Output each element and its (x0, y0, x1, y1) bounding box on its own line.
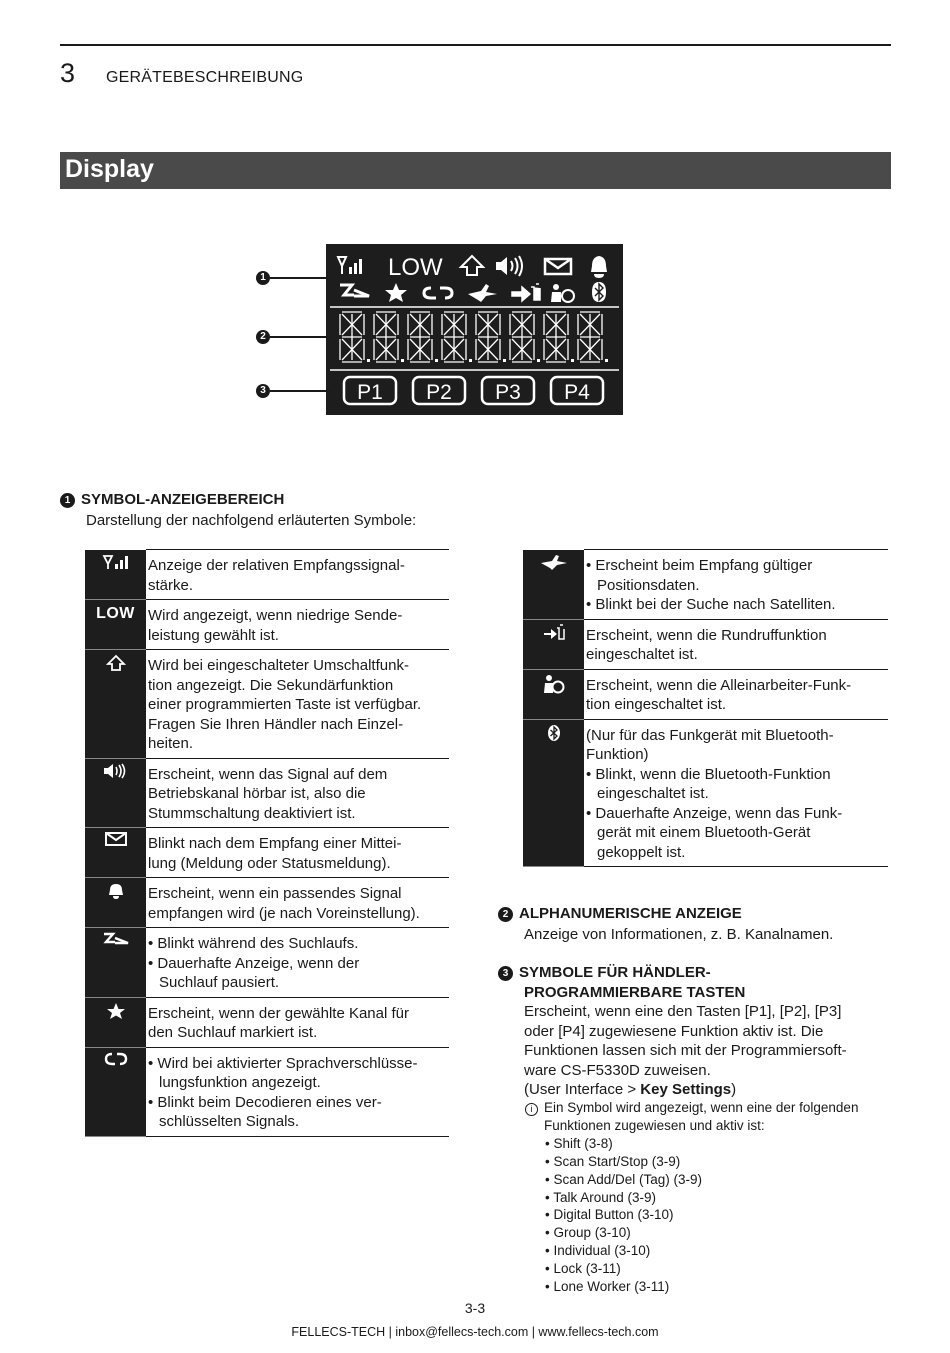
lcd-digit (442, 312, 472, 362)
right-table-row (523, 719, 888, 867)
bluetooth-icon (523, 719, 584, 867)
description-bullet-line: gerät mit einem Bluetooth-Gerät (597, 824, 811, 841)
lcd-svg (326, 244, 623, 415)
item1-heading (60, 491, 284, 508)
lcd-digit (374, 312, 404, 362)
right-table-description (584, 669, 888, 719)
left-table-row (85, 650, 449, 759)
lcd-decimal-dot (571, 359, 574, 362)
speaker-icon (85, 758, 146, 828)
callout-2: 2 (256, 330, 270, 344)
lcd-decimal-dot (367, 359, 370, 362)
lcd-signal-icon (338, 257, 346, 274)
left-table-row (85, 1047, 449, 1136)
item2-title: ALPHANUMERISCHE ANZEIGE (519, 905, 742, 922)
item3-heading (498, 963, 745, 1003)
item3-text-line: ware CS-F5330D zuweisen. (524, 1061, 711, 1079)
item1-subtitle: Darstellung der nachfolgend erläuterten Symbole: (86, 512, 417, 529)
note-list-item: • Digital Button (3-10) (545, 1207, 674, 1223)
description-bullet-line: • Erscheint beim Empfang gültiger (586, 557, 813, 574)
scan-icon (85, 928, 146, 998)
lcd-decimal-dot (537, 359, 540, 362)
description-bullet-line: Positionsdaten. (597, 576, 700, 594)
low-power-icon (85, 600, 146, 650)
lcd-shift-icon (461, 256, 483, 275)
left-table-row (85, 997, 449, 1047)
lcd-digit (408, 312, 438, 362)
item3-path-prefix: (User Interface > (524, 1081, 641, 1098)
description-line: Wird angezeigt, wenn niedrige Sende- (148, 607, 403, 624)
note-list (525, 1135, 858, 1296)
right-table-description (584, 619, 888, 669)
star-icon (85, 997, 146, 1047)
shift-icon (85, 650, 146, 759)
left-table-description (146, 928, 449, 998)
description-line: Blinkt nach dem Empfang einer Mittei- (148, 835, 402, 852)
item2-marker: 2 (498, 907, 513, 922)
right-table-description (584, 550, 888, 620)
chapter-number: 3 (60, 58, 76, 88)
description-line: (Nur für das Funkgerät mit Bluetooth- (586, 726, 834, 744)
lcd-digit (476, 312, 506, 362)
description-bullet-line: • Blinkt beim Decodieren eines ver- (148, 1093, 382, 1111)
item3-text-line: Erscheint, wenn eine den Tasten [P1], [P2], [P3] (524, 1003, 842, 1020)
item3-path-bold: Key Settings (640, 1081, 732, 1098)
item3-title-2: PROGRAMMIERBARE TASTEN (524, 984, 746, 1001)
left-table-row (85, 550, 449, 600)
description-line: Stummschaltung deaktiviert ist. (148, 804, 356, 822)
description-line: Erscheint, wenn die Alleinarbeiter-Funk- (586, 676, 852, 694)
lcd-scan-icon (340, 285, 369, 296)
description-line: Betriebskanal hörbar ist, also die (148, 785, 366, 802)
description-line: Erscheint, wenn der gewählte Kanal für (148, 1004, 409, 1022)
lcd-decimal-dot (605, 359, 608, 362)
item3-path-suffix: ) (731, 1081, 737, 1098)
description-line: eingeschaltet ist. (586, 646, 698, 663)
broadcast-icon (523, 619, 584, 669)
bell-icon (85, 878, 146, 928)
description-line: Anzeige der relativen Empfangssignal- (148, 557, 405, 574)
item3-text-line: Funktionen lassen sich mit der Programmiersoft- (524, 1042, 847, 1059)
envelope-icon (85, 828, 146, 878)
item3-note (525, 1099, 858, 1296)
description-bullet-line: schlüsselten Signals. (159, 1113, 300, 1130)
right-table-description (584, 719, 888, 867)
right-symbol-table (523, 549, 888, 867)
gps-satellite-icon (523, 550, 584, 620)
item2-heading (498, 905, 742, 922)
description-bullet-line: Suchlauf pausiert. (159, 974, 280, 991)
description-line: stärke. (148, 576, 194, 594)
section-title: Display (60, 152, 891, 189)
callout-line-3 (270, 390, 330, 392)
description-bullet-line: gekoppelt ist. (597, 843, 686, 861)
footer-contact: FELLECS-TECH | inbox@fellecs-tech.com | www.fellecs-tech.com (291, 1325, 659, 1339)
note-line: Funktionen zugewiesen und aktiv ist: (544, 1117, 765, 1133)
description-line: tion eingeschaltet ist. (586, 696, 727, 713)
right-table-row (523, 619, 888, 669)
note-list-item: • Talk Around (3-9) (545, 1189, 657, 1205)
lcd-alphanumeric-area (340, 312, 608, 362)
description-bullet-line: eingeschaltet ist. (597, 785, 709, 802)
note-list-item: • Scan Add/Del (Tag) (3-9) (545, 1171, 703, 1187)
lcd-low-text: LOW (388, 254, 443, 281)
description-line: Erscheint, wenn die Rundruffunktion (586, 626, 827, 644)
item3-title-1: SYMBOLE FÜR HÄNDLER- (519, 964, 711, 981)
note-list-item: • Group (3-10) (545, 1225, 631, 1241)
lcd-broadcast-icon (512, 284, 540, 301)
item3-marker: 3 (498, 966, 513, 981)
description-bullet-line: • Blinkt bei der Suche nach Satelliten. (586, 596, 836, 613)
left-table-description (146, 997, 449, 1047)
low-icon-text: LOW (96, 605, 135, 622)
callout-3: 3 (256, 384, 270, 398)
left-symbol-table (85, 549, 449, 1137)
item3-path (524, 1080, 847, 1100)
lcd-gps-icon (468, 284, 497, 302)
callout-line-1 (270, 277, 330, 279)
left-table-row (85, 758, 449, 828)
lcd-display-figure (326, 244, 623, 415)
note-line: Ein Symbol wird angezeigt, wenn eine der folgenden (544, 1100, 859, 1115)
left-table-row (85, 828, 449, 878)
note-first-line (525, 1099, 858, 1117)
left-table-description (146, 600, 449, 650)
chapter-title: GERÄTEBESCHREIBUNG (106, 69, 304, 86)
left-table-description (146, 1047, 449, 1136)
item3-text (524, 1002, 847, 1100)
description-line: Fragen Sie Ihren Händler nach Einzel- (148, 715, 404, 733)
description-line: empfangen wird (je nach Voreinstellung). (148, 904, 420, 922)
lcd-digit (578, 312, 608, 362)
scrambler-icon (85, 1047, 146, 1136)
item1-marker: 1 (60, 493, 75, 508)
note-list-item: • Shift (3-8) (545, 1135, 613, 1151)
lcd-p-key-label: P3 (495, 381, 521, 404)
lcd-digit (340, 312, 370, 362)
lcd-bell-icon (591, 256, 607, 278)
description-line: tion angezeigt. Die Sekundärfunktion (148, 676, 394, 694)
lcd-p-key-label: P2 (426, 381, 452, 404)
description-line: Wird bei eingeschalteter Umschaltfunk- (148, 657, 409, 674)
right-table-row (523, 669, 888, 719)
left-table-description (146, 650, 449, 759)
lcd-decimal-dot (503, 359, 506, 362)
description-line: Funktion) (586, 746, 649, 763)
signal-strength-icon (85, 550, 146, 600)
item1-title: SYMBOL-ANZEIGEBEREICH (81, 491, 285, 508)
page-number: 3-3 (464, 1300, 486, 1316)
left-table-description (146, 878, 449, 928)
lcd-decimal-dot (469, 359, 472, 362)
description-line: lung (Meldung oder Statusmeldung). (148, 854, 391, 872)
left-table-row (85, 928, 449, 998)
lcd-lone-worker-icon (553, 284, 559, 290)
description-line: Erscheint, wenn das Signal auf dem (148, 765, 388, 783)
description-line: den Suchlauf markiert ist. (148, 1024, 318, 1041)
left-table-row (85, 878, 449, 928)
description-bullet-line: • Dauerhafte Anzeige, wenn das Funk- (586, 804, 843, 822)
note-list-item: • Scan Start/Stop (3-9) (545, 1153, 681, 1169)
description-bullet-line: • Wird bei aktivierter Sprachverschlüsse- (148, 1054, 418, 1072)
left-table-description (146, 550, 449, 600)
left-table-description (146, 828, 449, 878)
description-bullet-line: • Dauerhafte Anzeige, wenn der (148, 954, 360, 972)
lcd-speaker-icon (496, 257, 507, 275)
lcd-star-icon (385, 283, 407, 302)
description-line: heiten. (148, 735, 194, 752)
lcd-p-key-label: P1 (357, 381, 383, 404)
lcd-decimal-dot (435, 359, 438, 362)
lcd-signal-bar (349, 267, 352, 274)
lcd-p-key-label: P4 (564, 381, 590, 404)
lcd-digit (544, 312, 574, 362)
note-list-item: • Lock (3-11) (545, 1261, 621, 1277)
description-line: Erscheint, wenn ein passendes Signal (148, 885, 402, 902)
right-table-row (523, 550, 888, 620)
lcd-scrambler-icon (424, 288, 452, 298)
callout-line-2 (270, 336, 330, 338)
note-list-item: • Individual (3-10) (545, 1243, 651, 1259)
lcd-decimal-dot (401, 359, 404, 362)
lone-worker-icon (523, 669, 584, 719)
lcd-p-keys (344, 377, 603, 404)
description-line: leistung gewählt ist. (148, 626, 279, 644)
left-table-description (146, 758, 449, 828)
info-icon: i (525, 1103, 538, 1116)
lcd-digit (510, 312, 540, 362)
note-list-item: • Lone Worker (3-11) (545, 1279, 670, 1295)
item2-text: Anzeige von Informationen, z. B. Kanalnamen. (524, 926, 834, 943)
left-table-row (85, 600, 449, 650)
description-bullet-line: lungsfunktion angezeigt. (159, 1074, 321, 1091)
description-bullet-line: • Blinkt während des Suchlaufs. (148, 935, 359, 952)
item3-text-line: oder [P4] zugewiesene Funktion aktiv ist. Die (524, 1022, 824, 1040)
callout-1: 1 (256, 271, 270, 285)
description-bullet-line: • Blinkt, wenn die Bluetooth-Funktion (586, 765, 831, 783)
description-line: einer programmierten Taste ist verfügbar. (148, 696, 422, 713)
top-rule (60, 44, 891, 46)
